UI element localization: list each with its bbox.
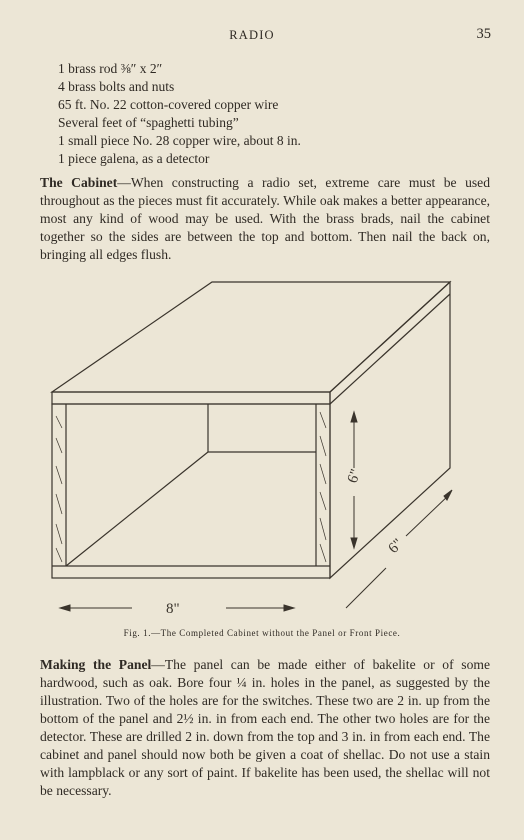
cabinet-body: —When constructing a radio set, extreme care must be used throughout as the pieces must fit accurately. While oak makes a better appearance, most any kind of wood may be used. With the brass brads, nail the cabinet together so the sides are between the top and bottom. Then nail the back on, bringing all edges flush.	[40, 175, 490, 262]
page-number: 35	[476, 26, 491, 42]
page-header	[0, 26, 524, 46]
cabinet-right-side	[330, 282, 450, 578]
depth-label: 6"	[385, 535, 407, 557]
panel-body: —The panel can be made either of bakelite or of some hardwood, such as oak. Bore four ¼ in. holes in the panel, as suggested by the illustration. Two of the holes are for the switches. These two are 2 in. up from the bottom of the panel and 2½ in. in from each end. The other two holes are for the detector. These are drilled 2 in. down from the top and 3 in. in from each end. The cabinet and panel should now both be given a coat of shellac. Do not use a stain with lampblack or any sort of paint. If bakelite has been used, the shellac will not be necessary.	[40, 657, 490, 798]
list-item: Several feet of “spaghetti tubing”	[58, 115, 239, 130]
cabinet-heading: The Cabinet	[40, 175, 118, 190]
cabinet-figure	[36, 278, 506, 617]
list-item: 65 ft. No. 22 cotton-covered copper wire	[58, 97, 279, 112]
running-head: RADIO	[229, 28, 275, 42]
cabinet-paragraph	[40, 174, 490, 264]
panel-heading: Making the Panel	[40, 657, 152, 672]
list-item: 1 small piece No. 28 copper wire, about 8 in.	[58, 133, 301, 148]
width-label: 8"	[166, 601, 180, 617]
cabinet-top-board-edge	[52, 392, 330, 404]
panel-paragraph	[40, 656, 490, 800]
materials-list	[58, 60, 301, 168]
cabinet-front-frame	[52, 404, 330, 578]
height-label: 6"	[344, 467, 365, 486]
list-item: 1 piece galena, as a detector	[58, 151, 210, 166]
list-item: 4 brass bolts and nuts	[58, 79, 175, 94]
list-item: 1 brass rod ⅜″ x 2″	[58, 61, 163, 76]
figure-caption: Fig. 1.—The Completed Cabinet without the Panel or Front Piece.	[123, 628, 401, 638]
